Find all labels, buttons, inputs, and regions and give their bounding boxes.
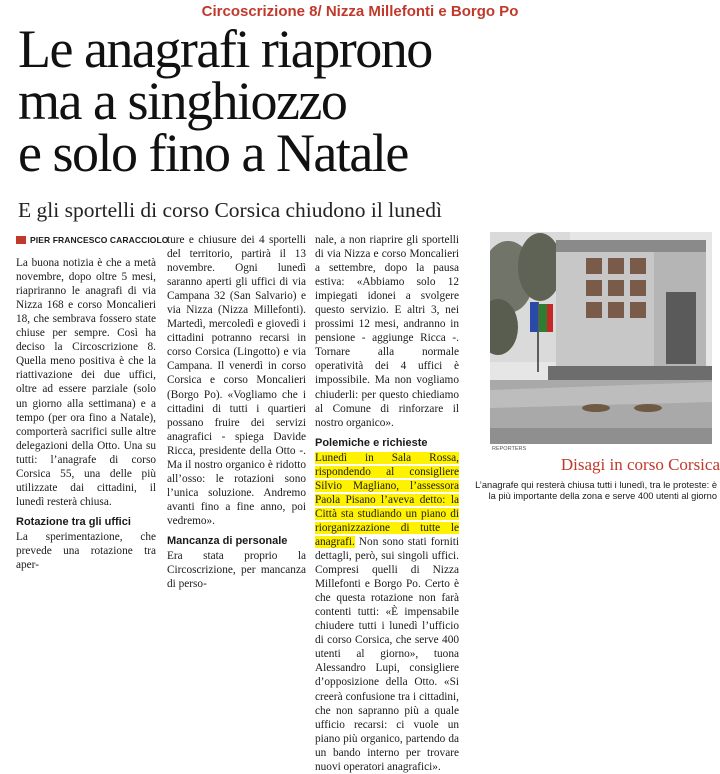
article-column-1 xyxy=(16,233,169,572)
highlighted-passage: Lunedì in Sala Rossa, rispondendo al consigliere Silvio Magliano, l’assessora Paola Pisano l’aveva detto: la Città sta studiando un piano di riorganizzazione di tutte le anagrafi. xyxy=(315,451,459,548)
column-1-paragraph-1: La buona notizia è che a metà novembre, dopo oltre 5 mesi, riapriranno le anagrafi di via Nizza 168 e corso Moncalieri 18, che sembrava fossero state chiuse per sempre. Così ha deciso la Circoscrizione 8. Quella meno positiva è che la riattivazione dei due uffici, oltre ad essere parziale (solo un giorno alla settimana) e a tempo (per ora fino a Natale), comporterà sacrifici sulle altre delegazioni della Otto. Una su tutti: l’anagrafe di corso Corsica 55, una delle più utilizzate dai cittadini, il lunedì resterà chiusa. xyxy=(16,257,156,508)
column-3-paragraph-2-rest: Non sono stati forniti dettagli, però, sui singoli uffici. Compresi quelli di Nizza Millefonti e Borgo Po. Certo è che questa rotazione non farà contenti tutti: «È impensabile chiudere tutti i lunedì l’ufficio di corso Corsica, che serve 400 utenti al giorno», tuona Alessandro Lupi, consigliere d’opposizione della Otto. «Si creerà confusione tra i cittadini, che non sapranno più a quale ufficio recarsi: ci vuole un piano più organico, partendo da un bando interno per trovare nuovi operatori anagrafici». xyxy=(315,535,459,773)
section-kicker: Circoscrizione 8/ Nizza Millefonti e Borgo Po xyxy=(201,3,519,20)
photo-credit: REPORTERS xyxy=(492,446,527,452)
column-2-paragraph-1: ture e chiusure dei 4 sportelli del territorio, partirà il 13 novembre. Ogni lunedì saranno aperti gli uffici di via Campana 32 (San Salvario) e via Nizza (Nizza Millefonti). Martedì, mercoledì e giovedì i cittadini potranno recarsi in corso Corsica (Lingotto) e via Campana. Il venerdì in corso Corsica e corso Moncalieri (Borgo Po). «Vogliamo che i cittadini di tutti i quartieri possano fruire dei servizi anagrafici - spiega Davide Ricca, presidente della Otto -. Ma il nostro organico è ridotto all’osso: le rotazioni sono l’unica soluzione. Andremo avanti fino a fine anno, poi vedremo». xyxy=(167,234,306,527)
column-3-paragraph-2 xyxy=(315,451,459,774)
column-1-paragraph-2: La sperimentazione, che prevede una rotazione tra aper- xyxy=(16,530,156,572)
section-heading-polemiche: Polemiche e richieste xyxy=(315,436,428,449)
byline-marker xyxy=(16,236,26,244)
headline-line-2: ma a singhiozzo xyxy=(18,71,347,131)
byline-author: PIER FRANCESCO CARACCIOLO xyxy=(30,235,169,245)
section-heading-mancanza: Mancanza di personale xyxy=(167,534,288,547)
subheadline: E gli sportelli di corso Corsica chiudono il lunedì xyxy=(18,198,442,222)
article-column-3 xyxy=(315,233,459,774)
column-3-paragraph-1: nale, a non riaprire gli sportelli di via Nizza e corso Moncalieri a settembre, dopo la pausa estiva: «Abbiamo solo 12 impiegati idonei a svolgere questo servizio. E altri 3, nei prossimi 12 mesi, andranno in pensione - aggiunge Ricca -. Tornare alla normale operatività dei 4 uffici è impossibile. Ma non vogliamo chiuderli: per questo chiediamo al Comune di rinforzare il nostro organico». xyxy=(315,234,459,429)
headline xyxy=(18,19,578,183)
section-heading-rotazione: Rotazione tra gli uffici xyxy=(16,515,131,528)
headline-line-1: Le anagrafi riaprono xyxy=(18,19,432,79)
byline xyxy=(16,233,169,247)
caption-text: L’anagrafe qui resterà chiusa tutti i lunedì, tra le proteste: è la più importante della zona e serve 400 utenti al giorno xyxy=(475,480,717,501)
headline-line-3: e solo fino a Natale xyxy=(18,123,408,183)
column-2-paragraph-2: Era stata proprio la Circoscrizione, per mancanza di perso- xyxy=(167,550,306,591)
article-column-2 xyxy=(167,233,306,591)
photo-anagrafe-building xyxy=(490,232,712,444)
caption-title: Disagi in corso Corsica xyxy=(560,455,720,474)
photo-illustration xyxy=(490,232,712,444)
